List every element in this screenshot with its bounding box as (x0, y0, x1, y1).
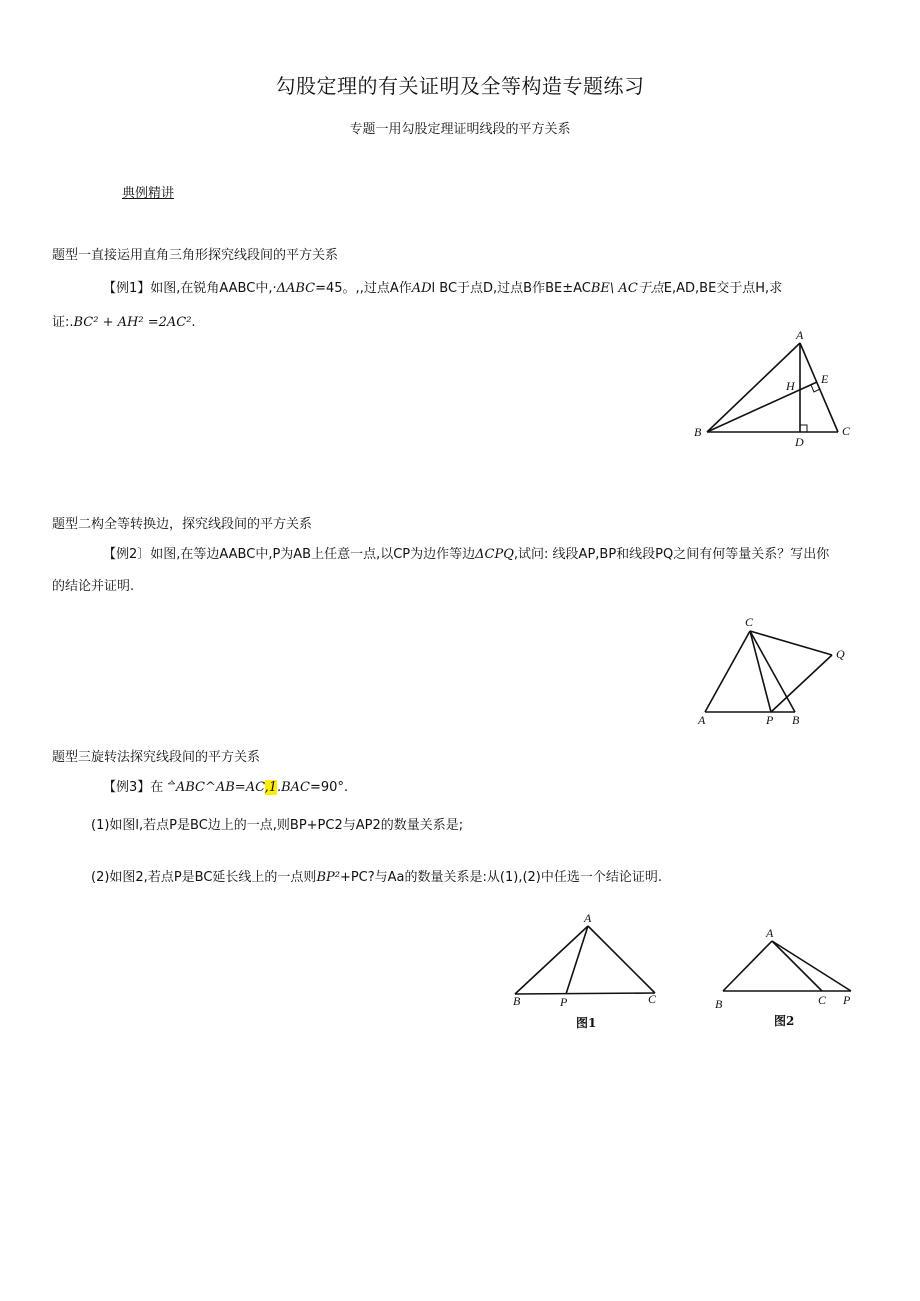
fig1-label-a: A (796, 328, 804, 342)
fig3a-caption: 图1 (576, 1016, 597, 1030)
ex3-part: =90°. (310, 780, 349, 795)
fig2-label-a: A (698, 713, 706, 727)
example3-question1: (1)如图l,若点P是BC边上的一点,则BP+PC2与AP2的数量关系是; (91, 818, 464, 833)
ex2-math: ΔCPQ (475, 547, 514, 562)
ex1-equation: BC² + AH² =2AC² (73, 315, 192, 330)
ex3-math: ᅀABC^AB=AC (163, 780, 265, 795)
fig3b-label-a: A (766, 926, 774, 940)
fig1-label-d: D (795, 435, 804, 449)
fig3b-caption: 图2 (774, 1014, 795, 1028)
type3-heading: 题型三旋转法探究线段间的平方关系 (52, 750, 261, 765)
ex2-part: 【例2〕如图,在等边AABC中,P为AB上任意一点,以CP为边作等边 (103, 547, 476, 562)
fig1-label-e: E (821, 372, 829, 386)
ex1-part: . (191, 315, 196, 330)
ex1-math: ΔABC (276, 281, 316, 296)
section-heading: 典例精讲 (122, 186, 175, 201)
fig3a-label-c: C (648, 992, 657, 1006)
ex1-math: AD (411, 281, 432, 296)
ex1-part: E,AD,BE交于点H,求 (663, 281, 783, 296)
ex1-part: l BC于点D,过点B作BE±AC (431, 281, 591, 296)
ex1-math: BE\ AC于点 (590, 281, 664, 296)
fig1-label-c: C (842, 424, 851, 438)
ex2-part: ,试问: 线段AP,BP和线段PQ之间有何等量关系？写出你 (513, 547, 830, 562)
fig3a-label-b: B (513, 994, 521, 1008)
ex1-part: 证:. (52, 315, 74, 330)
ex3-part: 【例3】在 (103, 780, 164, 795)
ex3-math: .BAC (276, 780, 311, 795)
fig3a-label-a: A (584, 911, 592, 925)
ex3-q2-math: BP² (316, 870, 340, 885)
page-subtitle: 专题一用勾股定理证明线段的平方关系 (349, 122, 571, 137)
type2-heading: 题型二构全等转换边，探究线段间的平方关系 (52, 517, 313, 532)
type1-heading: 题型一直接运用直角三角形探究线段间的平方关系 (52, 248, 339, 263)
ex3-q2-part: (2)如图2,若点P是BC延长线上的一点则 (91, 870, 317, 885)
fig2-label-b: B (792, 713, 800, 727)
fig2-label-c: C (745, 615, 754, 629)
fig3b-label-p: P (843, 993, 851, 1007)
fig3b-label-c: C (818, 993, 827, 1007)
fig3b-label-b: B (715, 997, 723, 1011)
ex1-part: 【例1】如图,在锐角AABC中,· (103, 281, 277, 296)
ex3-q2-part: +PC?与Aa的数量关系是:从(1),(2)中任选一个结论证明. (339, 870, 662, 885)
fig1-label-b: B (694, 425, 702, 439)
ex3-highlight: ,1 (264, 780, 277, 795)
fig3a-label-p: P (560, 995, 568, 1009)
page-title: 勾股定理的有关证明及全等构造专题练习 (275, 74, 645, 98)
example2-line2: 的结论并证明. (52, 579, 135, 594)
fig1-label-h: H (786, 379, 795, 393)
fig2-label-q: Q (836, 647, 845, 661)
ex1-part: =45。,,过点A作 (315, 281, 412, 296)
fig2-label-p: P (766, 713, 774, 727)
